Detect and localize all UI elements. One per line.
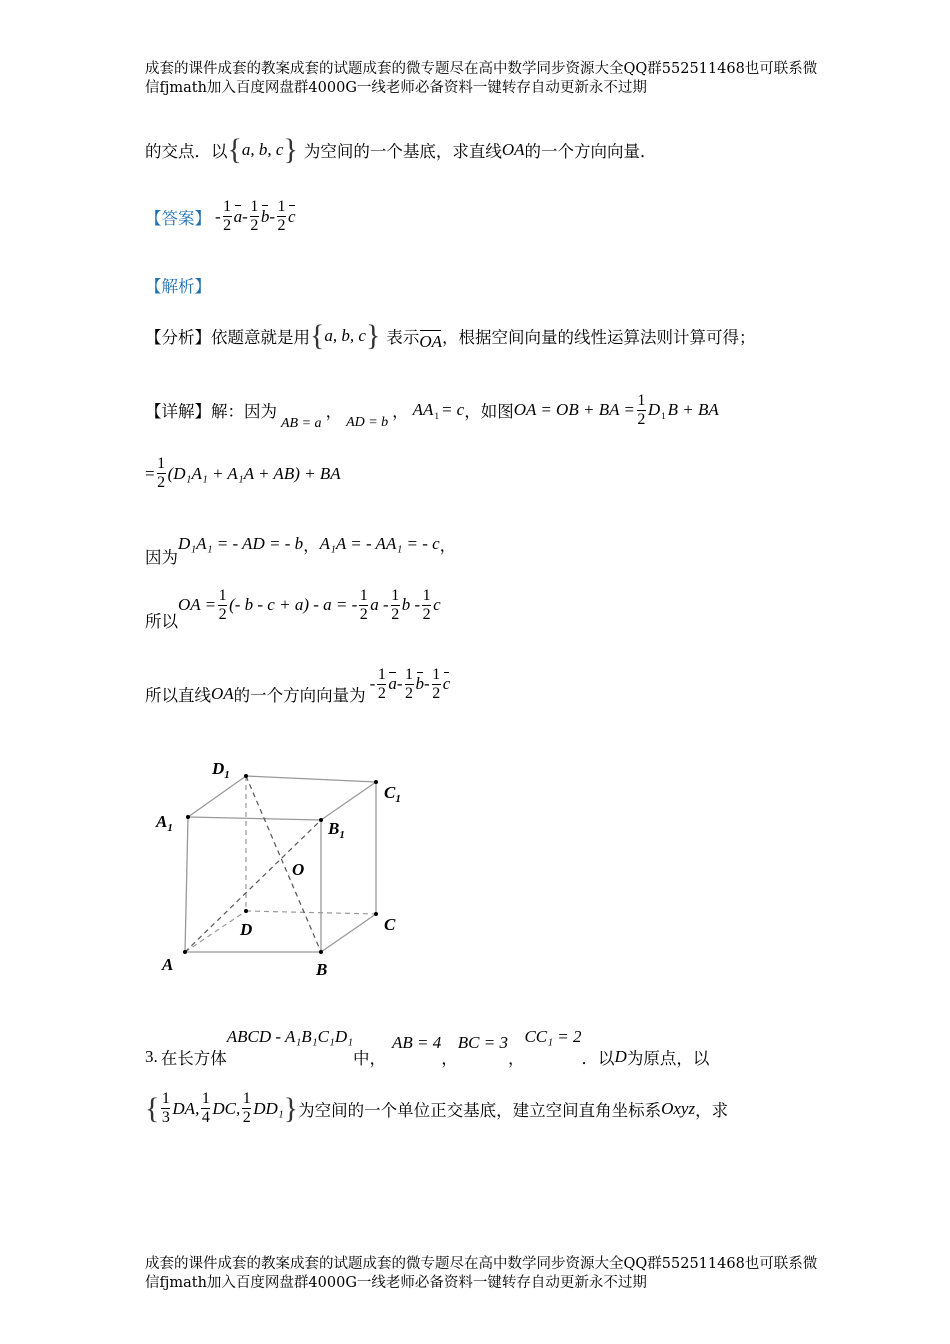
edge-d1c1 xyxy=(246,776,376,782)
left-brace-3: { xyxy=(145,1091,160,1125)
detail-label: 【详解】 xyxy=(145,402,211,421)
answer-vec-b: b xyxy=(260,206,270,226)
detail-eq2: AD = b xyxy=(346,415,389,430)
step5-oa: OA xyxy=(211,684,234,703)
step4-frac4: $\frac{1}{2}$ xyxy=(422,586,431,623)
edge-ad xyxy=(185,911,246,952)
label-a: A xyxy=(162,955,174,974)
step3-eq1: D₁A₁ = - AD = - b xyxy=(178,534,304,553)
problem3-bc: BC = 3 xyxy=(457,1033,508,1052)
diag-d1b xyxy=(246,776,321,952)
intro-end: 的一个方向向量． xyxy=(524,142,657,161)
label-b: B xyxy=(316,960,328,979)
analysis-label: 【解析】 xyxy=(145,277,211,296)
fenxi-basis: a, b, c xyxy=(324,326,366,345)
step4-eq-tail2: b - xyxy=(401,595,421,614)
diag-ab1 xyxy=(185,820,321,952)
fenxi-oa: OA xyxy=(419,332,443,351)
step4-eq-tail: a - xyxy=(370,595,389,614)
basis-vectors: a, b, c xyxy=(241,140,284,159)
detail-frac: $\frac{1}{2}$ xyxy=(637,391,646,428)
step2-eq: (D₁A₁ + A₁A + AB) + BA xyxy=(167,463,341,483)
answer-label: 【答案】 xyxy=(145,208,211,228)
step2-frac: $\frac{1}{2}$ xyxy=(157,455,166,491)
right-brace-3: } xyxy=(283,1091,299,1125)
problem3-basis-a: DA, xyxy=(172,1098,200,1118)
label-b1: $B_1$ xyxy=(328,819,345,841)
answer-line xyxy=(145,198,296,235)
edge-a1d1 xyxy=(188,776,246,817)
step4-eq-left: OA = xyxy=(178,595,217,614)
label-d1: $D_1$ xyxy=(212,759,230,781)
edge-dc xyxy=(246,911,376,914)
detail-line: 【详解】 解：因为 AB = a ， AD = b ， $AA_1 = c$ ，如图 OA = OB + BA = $\frac{1}{2}$ $D_1$ B + BA xyxy=(145,391,719,431)
oa-label: OA xyxy=(501,140,525,159)
step4-eq-mid: (- b - c + a) - a = - xyxy=(229,595,358,614)
label-c1: $C_1$ xyxy=(384,783,401,805)
problem3-text1: 在长方体 xyxy=(160,1049,227,1068)
answer-frac-a: $\frac{1}{2}$ xyxy=(223,198,232,234)
problem3-text6: ，求 xyxy=(695,1100,729,1120)
left-brace-2: { xyxy=(310,319,325,352)
step4-line xyxy=(145,578,441,632)
step4-prefix: 所以 xyxy=(145,612,178,631)
problem3-d: D xyxy=(614,1047,627,1066)
problem3-cc: CC₁ = 2 xyxy=(524,1027,582,1046)
detail-eq1: AB = a xyxy=(281,416,322,431)
right-brace-2: } xyxy=(365,319,381,352)
detail-eq-tail: $D_1$ B + BA xyxy=(647,399,719,421)
label-d: D xyxy=(240,920,253,939)
step4-frac3: $\frac{1}{2}$ xyxy=(391,586,400,623)
problem3-basis-c: DD₁ xyxy=(253,1098,284,1118)
problem3-text2: 中， xyxy=(353,1049,387,1068)
step5-line: 所以直线 OA 的一个方向向量为 - $\frac{1}{2}$ a - $\frac{1}{2}$ b - $\frac{1}{2}$ c xyxy=(145,665,451,705)
answer-vec-a: a xyxy=(233,206,243,226)
answer-minus-2: - xyxy=(269,206,276,226)
fenxi-text2: 表示 xyxy=(386,328,420,347)
step3-eq2: A₁A = - AA₁ = - c xyxy=(319,534,440,553)
problem3-num: 3. xyxy=(145,1047,158,1066)
answer-frac-b: $\frac{1}{2}$ xyxy=(250,198,259,234)
page-footer: 成套的课件成套的教案成套的试题成套的微专题尽在高中数学同步资源大全QQ群552511468也可联系微信fjmath加入百度网盘群4000G一线老师必备资料一键转存自动更新永不过期 xyxy=(145,1256,818,1291)
step4-eq-tail3: c xyxy=(433,595,441,614)
answer-vec-c: c xyxy=(288,206,296,226)
answer-neg: - xyxy=(215,206,221,226)
edge-b1c1 xyxy=(321,782,376,820)
edge-bc xyxy=(321,914,376,952)
answer-minus-1: - xyxy=(242,206,248,226)
label-a1: $A_1$ xyxy=(156,812,173,834)
step4-frac2: $\frac{1}{2}$ xyxy=(359,586,368,623)
fenxi-text1: 依题意就是用 xyxy=(211,328,310,347)
problem3-line2: { $\frac{1}{3}$ DA, $\frac{1}{4}$ DC, $\frac{1}{2}$ DD₁ } 为空间的一个单位正交基底，建立空间直角坐标系 Oxyz ，求 xyxy=(145,1090,729,1126)
step3-prefix: 因为 xyxy=(145,548,178,567)
left-brace: { xyxy=(227,133,242,166)
problem3-basis-b: DC, xyxy=(212,1098,241,1118)
problem3-text5: 为空间的一个单位正交基底，建立空间直角坐标系 xyxy=(298,1100,662,1120)
problem3-solid: ABCD - A₁B₁C₁D₁ xyxy=(226,1027,354,1046)
detail-fig-text: ，如图 xyxy=(464,402,514,421)
problem3-text4: 为原点，以 xyxy=(626,1049,710,1068)
problem3-line1: 3. 在长方体 ABCD - A₁B₁C₁D₁ 中， AB = 4 ， BC = 3 ， CC₁ = 2 ．以 D 为原点，以 xyxy=(145,1027,710,1068)
edge-a1b1 xyxy=(188,817,321,820)
fenxi-line xyxy=(145,320,756,352)
answer-frac-c: $\frac{1}{2}$ xyxy=(277,198,286,234)
step2-line: = $\frac{1}{2}$ (D₁A₁ + A₁A + AB) + BA xyxy=(145,455,341,491)
step4-frac1: $\frac{1}{2}$ xyxy=(218,586,227,623)
problem3-ab: AB = 4 xyxy=(392,1033,442,1052)
fenxi-label: 【分析】 xyxy=(145,328,211,347)
label-c: C xyxy=(384,915,396,934)
detail-eq3: $AA_1 = c$ xyxy=(412,399,465,421)
step3-line: 因为 D₁A₁ = - AD = - b ， A₁A = - AA₁ = - c ， xyxy=(145,534,457,567)
step5-prefix: 所以直线 xyxy=(145,686,211,705)
cube-figure xyxy=(150,750,420,985)
edge-a1a xyxy=(185,817,188,952)
right-brace: } xyxy=(283,133,298,166)
intro-prefix: 的交点．以 xyxy=(145,142,228,161)
line-intro xyxy=(145,133,657,166)
detail-text1: 解：因为 xyxy=(211,402,277,421)
problem3-oxyz: Oxyz xyxy=(661,1098,696,1118)
detail-eq-main: OA = OB + BA = xyxy=(513,400,635,419)
intro-suffix: 为空间的一个基底，求直线 xyxy=(303,142,502,161)
step5-suffix: 的一个方向向量为 xyxy=(233,686,366,705)
fenxi-text3: ，根据空间向量的线性运算法则计算可得； xyxy=(442,328,756,347)
label-o: O xyxy=(292,860,305,879)
page-header: 成套的课件成套的教案成套的试题成套的微专题尽在高中数学同步资源大全QQ群552511468也可联系微信fjmath加入百度网盘群4000G一线老师必备资料一键转存自动更新永不过期 xyxy=(145,61,818,96)
problem3-text3: ．以 xyxy=(581,1049,615,1068)
